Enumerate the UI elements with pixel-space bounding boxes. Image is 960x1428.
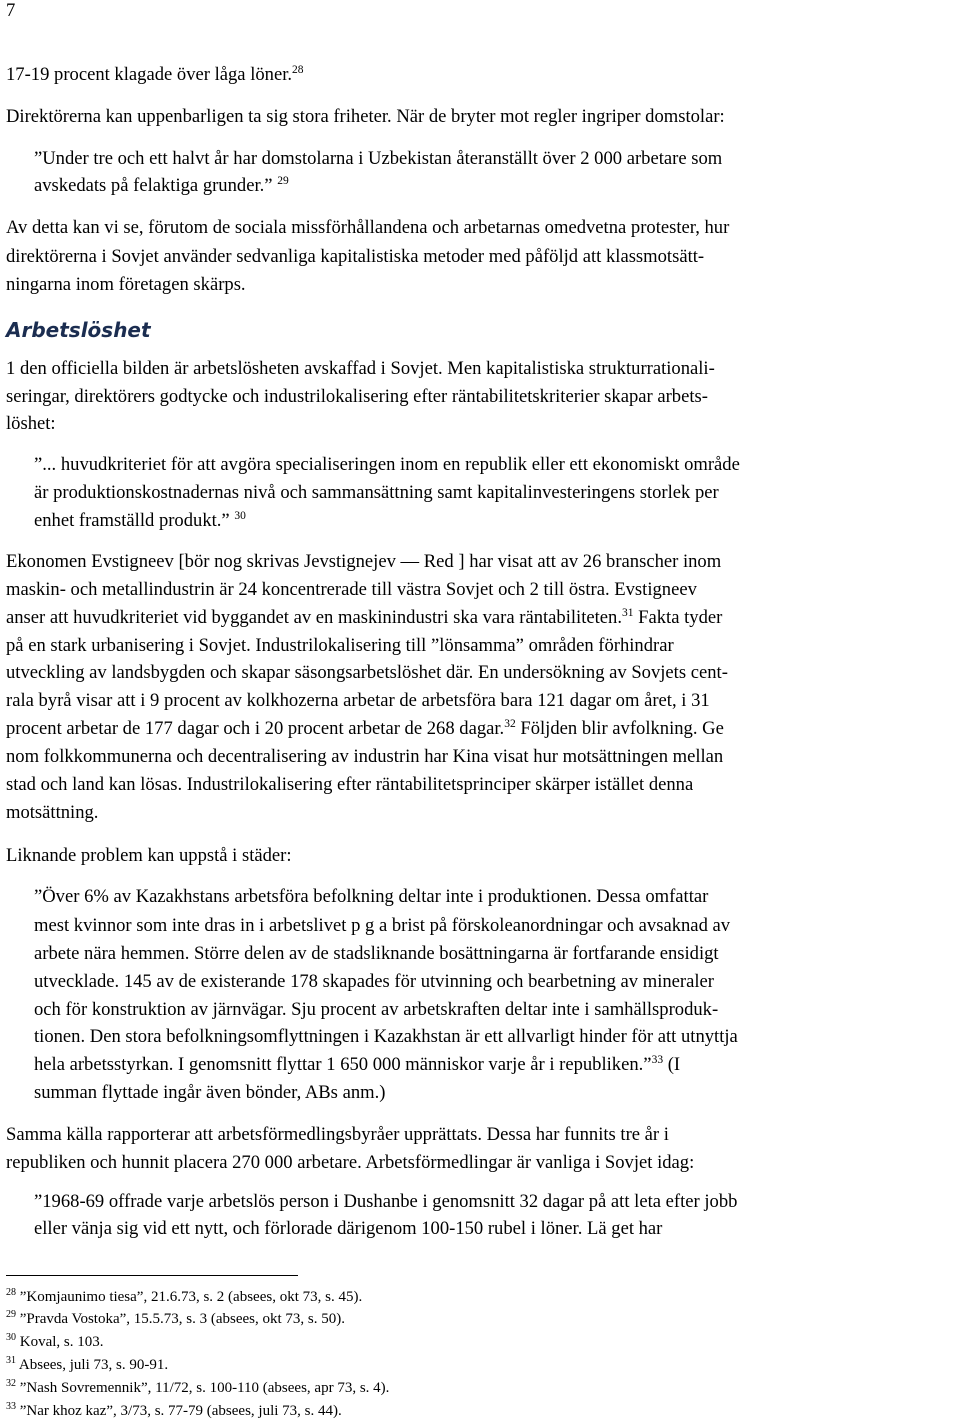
paragraph-text: Fakta tyder	[633, 607, 723, 628]
footnote-29	[6, 1309, 345, 1330]
paragraph-evstigneev-line-6: rala byrå visar att i 9 procent av kolkhozerna arbetar de arbetsföra bara 121 dagar om året, i 31	[6, 690, 710, 711]
quote-text: (I	[663, 1054, 681, 1075]
paragraph-evstigneev-line-7	[6, 716, 724, 743]
paragraph-text: procent arbetar de 177 dagar och i 20 procent arbetar de 268 dagar.	[6, 718, 505, 739]
quote-uzbekistan-line-1: ”Under tre och ett halvt år har domstolarna i Uzbekistan återanställt över 2 000 arbetare som	[34, 148, 723, 169]
paragraph-evstigneev-line-2: maskin- och metallindustrin är 24 koncentrerade till västra Sovjet och 2 till östra. Evstigneev	[6, 579, 697, 600]
quote-kazakhstan-line-5: och för konstruktion av järnvägar. Sju procent av arbetskraften deltar inte i samhällsproduk-	[34, 999, 719, 1020]
paragraph-evstigneev-line-3	[6, 605, 722, 632]
footnote-ref-28[interactable]: 28	[292, 63, 304, 76]
footnote-separator	[6, 1275, 298, 1276]
footnote-number: 30	[6, 1331, 16, 1343]
paragraph-low-wages	[6, 62, 304, 89]
footnote-number: 33	[6, 1400, 16, 1412]
footnote-number: 28	[6, 1286, 16, 1298]
quote-dushanbe-line-1: ”1968-69 offrade varje arbetslös person i Dushanbe i genomsnitt 32 dagar på att leta efter jobb	[34, 1191, 738, 1212]
quote-criteria-line-1: ”... huvudkriteriet för att avgöra specialiseringen inom en republik eller ett ekonomiskt område	[34, 454, 740, 475]
footnote-32	[6, 1378, 389, 1399]
paragraph-evstigneev-line-5: utveckling av landsbygden och skapar säsongsarbetslöshet där. En undersökning av Sovjets cent-	[6, 662, 728, 683]
footnote-text: ”Komjaunimo tiesa”, 21.6.73, s. 2 (absees, okt 73, s. 45).	[16, 1289, 363, 1305]
footnote-ref-29[interactable]: 29	[277, 174, 289, 187]
quote-kazakhstan-line-1: ”Över 6% av Kazakhstans arbetsföra befolkning deltar inte i produktionen. Dessa omfattar	[34, 886, 709, 907]
quote-kazakhstan-line-4: utvecklade. 145 av de existerande 178 skapades för utvinning och bearbetning av mineraler	[34, 971, 714, 992]
paragraph-text: anser att huvudkriteriet vid byggandet av en maskinindustri ska vara räntabiliteten.	[6, 607, 622, 628]
paragraph-text: Följden blir avfolkning. Ge	[515, 718, 724, 739]
footnote-text: ”Nar khoz kaz”, 3/73, s. 77-79 (absees, juli 73, s. 44).	[16, 1403, 342, 1419]
section-heading: Arbetslöshet	[6, 318, 151, 342]
paragraph-conclusion-line-3: ningarna inom företagen skärps.	[6, 274, 246, 295]
paragraph-evstigneev-line-1: Ekonomen Evstigneev [bör nog skrivas Jevstignejev — Red ] har visat att av 26 branscher inom	[6, 551, 722, 572]
footnote-28	[6, 1287, 362, 1308]
paragraph-unemployment-line-1: 1 den officiella bilden är arbetslösheten avskaffad i Sovjet. Men kapitalistiska strukturrationali-	[6, 358, 715, 379]
paragraph-directors: Direktörerna kan uppenbarligen ta sig stora friheter. När de bryter mot regler ingriper domstolar:	[6, 106, 725, 127]
paragraph-unemployment-line-2: seringar, direktörers godtycke och industrilokalisering efter räntabilitetskriterier skapar arbets-	[6, 386, 708, 407]
paragraph-cities: Liknande problem kan uppstå i städer:	[6, 845, 292, 866]
footnote-ref-33[interactable]: 33	[651, 1053, 664, 1066]
quote-dushanbe-line-2: eller vänja sig vid ett nytt, och förlorade därigenom 100-150 rubel i löner. Lä get har	[34, 1218, 663, 1239]
paragraph-evstigneev-line-9: stad och land kan lösas. Industrilokalisering efter räntabilitetsprinciper skärper istället denna	[6, 774, 694, 795]
paragraph-evstigneev-line-10: motsättning.	[6, 802, 99, 823]
quote-text: avskedats på felaktiga grunder.”	[34, 175, 273, 196]
paragraph-employment-offices-line-2: republiken och hunnit placera 270 000 arbetare. Arbetsförmedlingar är vanliga i Sovjet idag:	[6, 1152, 695, 1173]
footnote-text: Koval, s. 103.	[16, 1334, 104, 1350]
quote-criteria-line-3	[34, 508, 246, 535]
paragraph-conclusion-line-2: direktörerna i Sovjet använder sedvanliga kapitalistiska metoder med påföljd att klassmotsätt-	[6, 246, 705, 267]
footnote-ref-32[interactable]: 32	[504, 717, 516, 730]
quote-kazakhstan-line-7	[34, 1052, 680, 1079]
paragraph-employment-offices-line-1: Samma källa rapporterar att arbetsförmedlingsbyråer upprättats. Dessa har funnits tre år i	[6, 1124, 669, 1145]
footnote-ref-31[interactable]: 31	[622, 606, 634, 619]
footnote-text: ”Pravda Vostoka”, 15.5.73, s. 3 (absees, okt 73, s. 50).	[16, 1311, 345, 1327]
quote-kazakhstan-line-8: summan flyttade ingår även bönder, ABs anm.)	[34, 1082, 386, 1103]
quote-criteria-line-2: är produktionskostnadernas nivå och sammansättning samt kapitalinvesteringens storlek per	[34, 482, 719, 503]
quote-text: hela arbetsstyrkan. I genomsnitt flyttar 1 650 000 människor varje år i republiken.”	[34, 1054, 652, 1075]
footnote-30	[6, 1332, 104, 1353]
footnote-31	[6, 1355, 168, 1376]
paragraph-unemployment-line-3: löshet:	[6, 413, 56, 434]
quote-kazakhstan-line-2: mest kvinnor som inte dras in i arbetslivet p g a brist på förskoleanordningar och avsaknad av	[34, 915, 731, 936]
footnote-33	[6, 1401, 342, 1422]
footnote-text: ”Nash Sovremennik”, 11/72, s. 100-110 (absees, apr 73, s. 4).	[16, 1380, 390, 1396]
paragraph-text: 17-19 procent klagade över låga löner.	[6, 64, 293, 85]
quote-kazakhstan-line-6: tionen. Den stora befolkningsomflyttningen i Kazakhstan är ett allvarligt hinder för att utnyttja	[34, 1026, 738, 1047]
footnote-number: 31	[6, 1354, 16, 1366]
quote-uzbekistan-line-2	[34, 173, 289, 200]
footnote-text: Absees, juli 73, s. 90-91.	[16, 1357, 169, 1373]
quote-text: enhet framställd produkt.”	[34, 510, 230, 531]
footnote-number: 29	[6, 1308, 16, 1320]
page-number: 7	[6, 0, 16, 21]
paragraph-evstigneev-line-4: på en stark urbanisering i Sovjet. Industrilokalisering till ”lönsamma” områden förhindrar	[6, 635, 674, 656]
quote-kazakhstan-line-3: arbete nära hemmen. Större delen av de stadsliknande bosättningarna är fortfarande ensidigt	[34, 943, 719, 964]
footnote-number: 32	[6, 1377, 16, 1389]
paragraph-evstigneev-line-8: nom folkkommunerna och decentralisering av industrin har Kina visat hur motsättningen mellan	[6, 746, 724, 767]
paragraph-conclusion-line-1: Av detta kan vi se, förutom de sociala missförhållandena och arbetarnas omedvetna protester, hur	[6, 217, 730, 238]
footnote-ref-30[interactable]: 30	[234, 509, 246, 522]
